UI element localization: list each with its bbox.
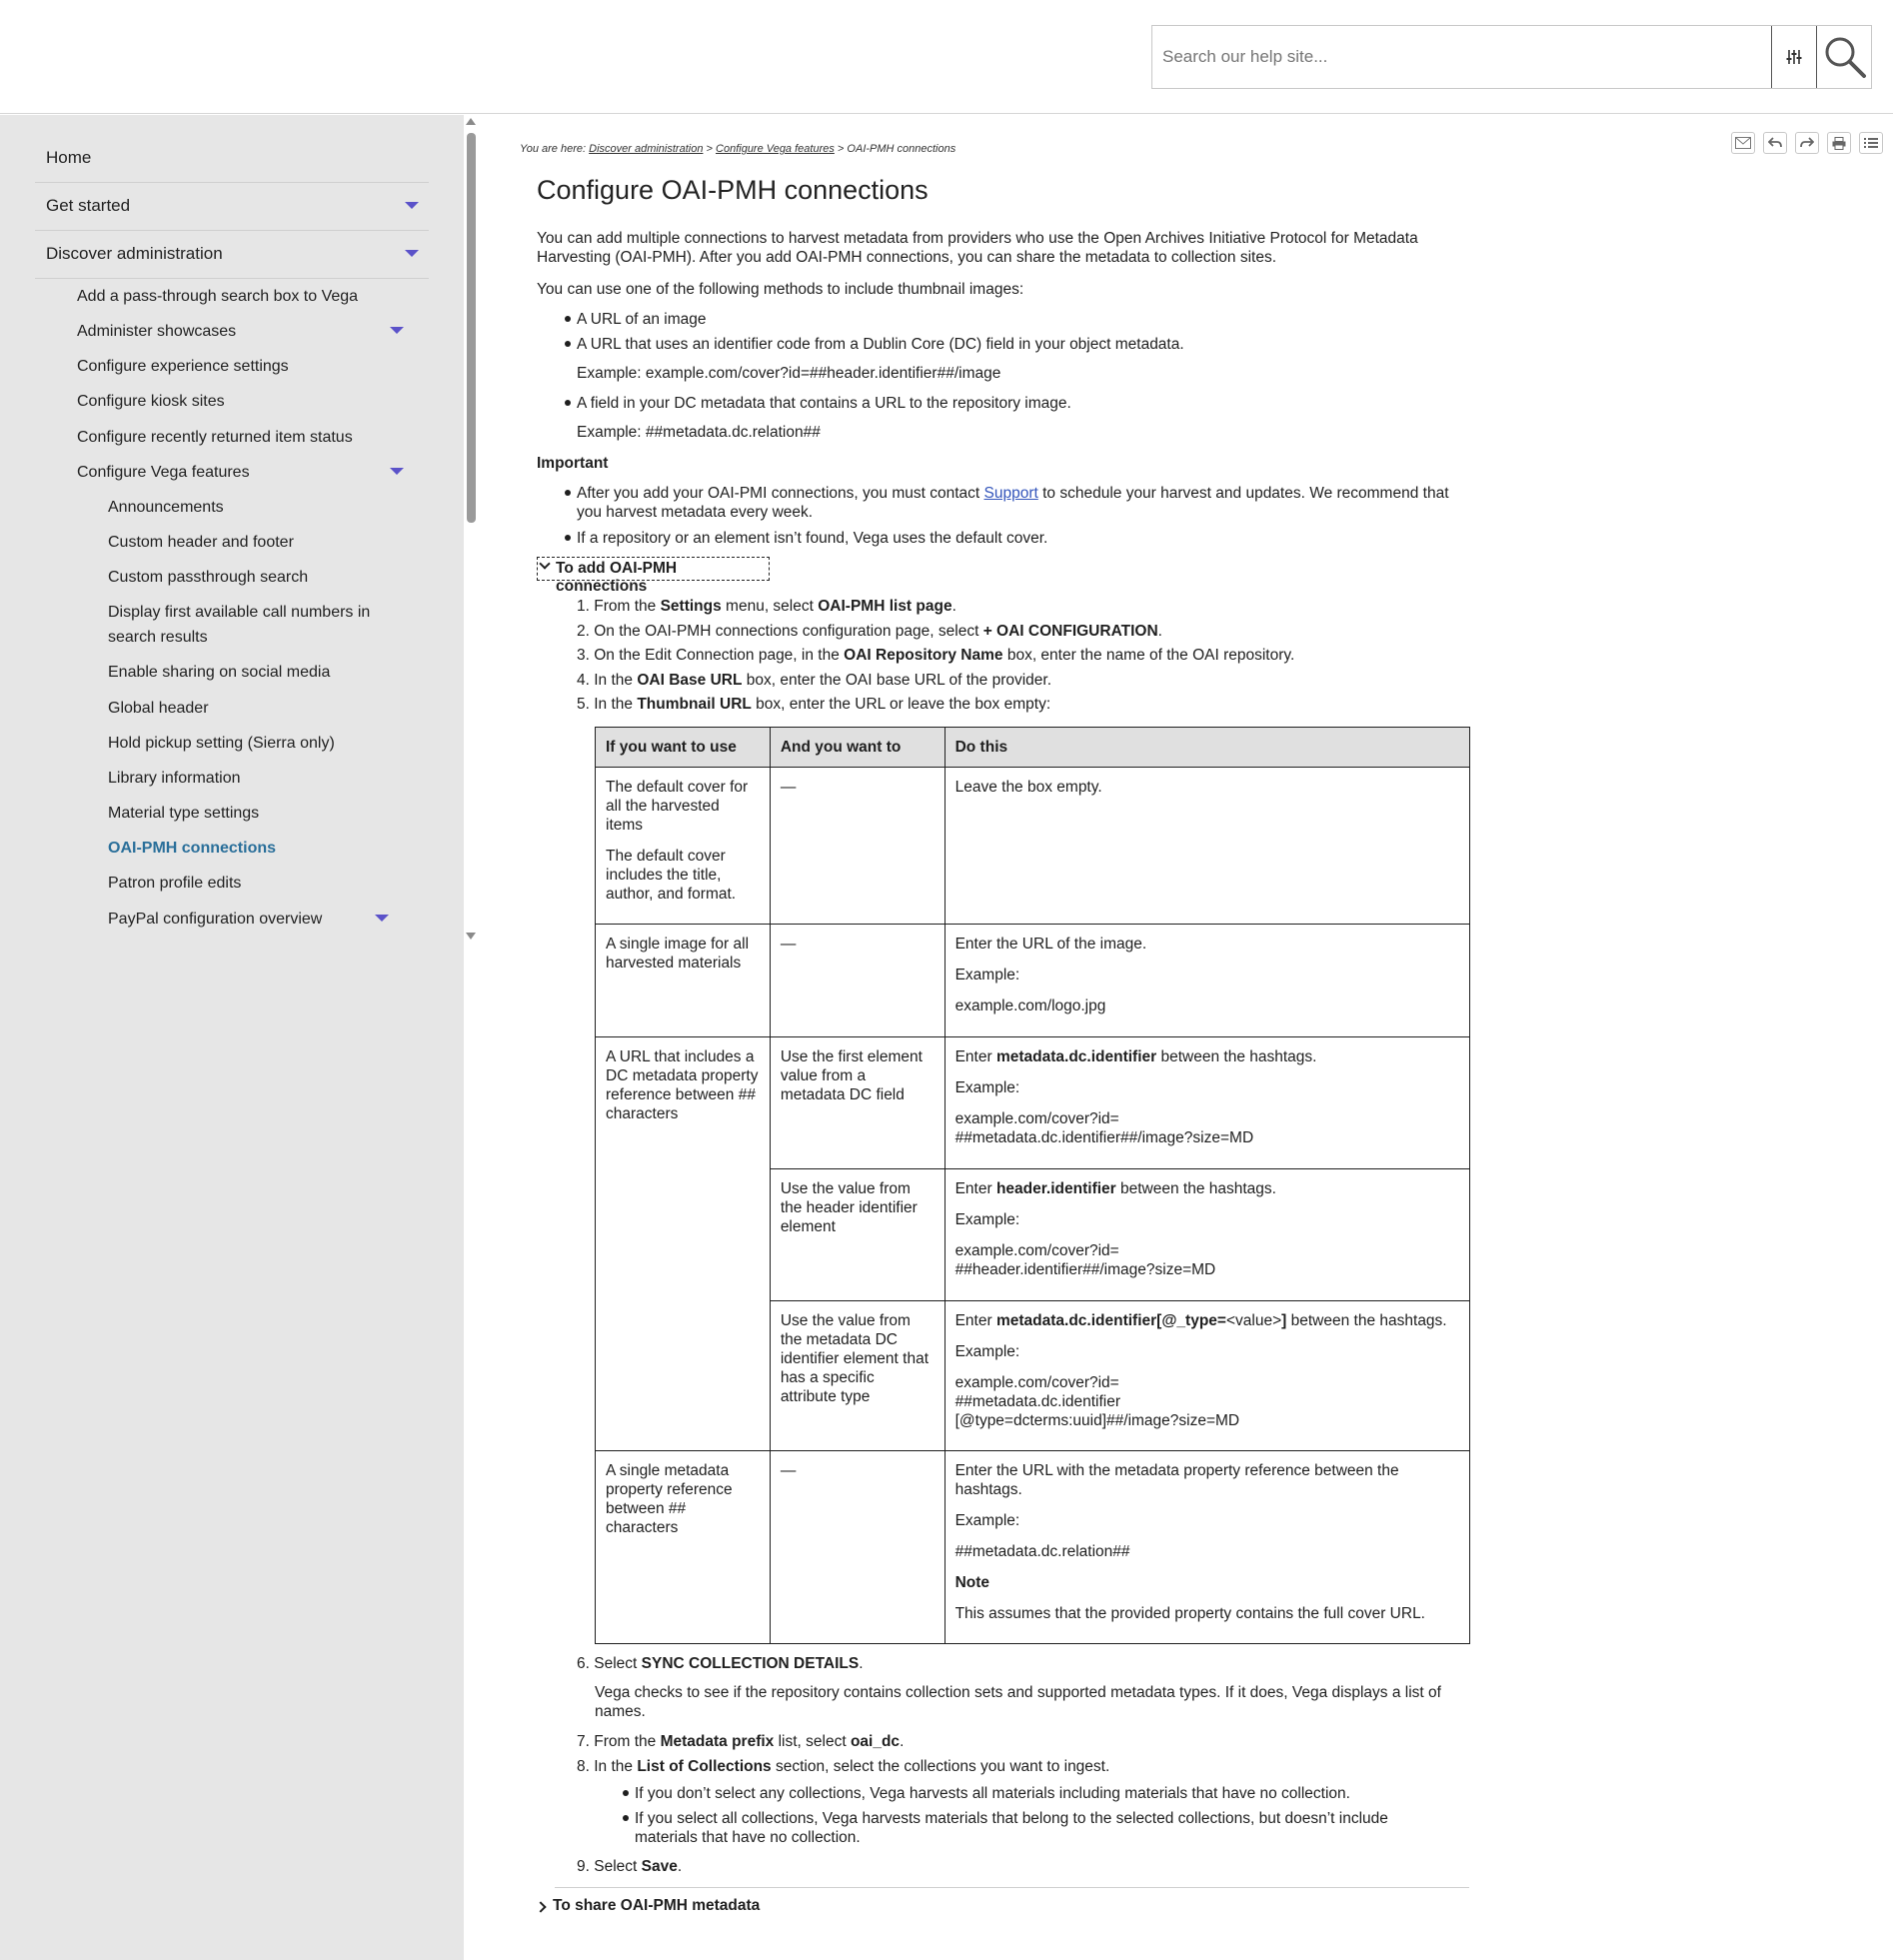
sidebar-item-kiosk-sites[interactable]: Configure kiosk sites xyxy=(77,393,225,410)
table-cell: A single metadata property reference between ## characters xyxy=(596,1451,771,1644)
page-title: Configure OAI-PMH connections xyxy=(537,175,929,205)
toggle-add-oai-pmh[interactable]: To add OAI-PMH connections xyxy=(537,557,770,581)
search-input[interactable] xyxy=(1152,26,1770,88)
sidebar-item-custom-header-footer[interactable]: Custom header and footer xyxy=(108,534,294,551)
print-button[interactable] xyxy=(1827,132,1851,154)
thumbnail-url-table xyxy=(595,727,1470,1644)
sidebar-item-announcements[interactable]: Announcements xyxy=(108,499,224,516)
scroll-down-arrow-icon[interactable] xyxy=(466,933,476,940)
table-cell: Enter header.identifier between the hashtags. Example: example.com/cover?id= ##header.identifier##/image?size=MD xyxy=(945,1169,1469,1301)
table-row xyxy=(596,1451,1470,1644)
breadcrumb-link-configure-vega-features[interactable]: Configure Vega features xyxy=(716,143,835,155)
chevron-down-icon xyxy=(539,558,550,569)
sidebar-item-discover-administration[interactable]: Discover administration xyxy=(35,244,429,279)
search-box xyxy=(1151,25,1872,89)
table-cell: — xyxy=(770,925,945,1037)
bullet xyxy=(565,316,571,322)
sidebar-item-experience-settings[interactable]: Configure experience settings xyxy=(77,358,289,375)
sidebar-item-pass-through-search[interactable]: Add a pass-through search box to Vega xyxy=(77,288,359,305)
table-header: If you want to use xyxy=(596,728,771,768)
divider xyxy=(555,1887,1469,1888)
chevron-right-icon xyxy=(535,1901,546,1912)
table-cell: A URL that includes a DC metadata property reference between ## characters xyxy=(596,1037,771,1451)
bullet xyxy=(565,400,571,406)
scroll-up-arrow-icon[interactable] xyxy=(466,118,476,125)
bullet xyxy=(565,535,571,541)
breadcrumb: You are here: Discover administration > Configure Vega features > OAI-PMH connections xyxy=(520,143,956,155)
sidebar-item-recently-returned[interactable]: Configure recently returned item status xyxy=(77,429,353,446)
table-cell: The default cover for all the harvested items The default cover includes the title, author, and format. xyxy=(596,768,771,925)
table-cell: — xyxy=(770,768,945,925)
sidebar-nav xyxy=(0,115,464,1960)
methods-intro: You can use one of the following methods to include thumbnail images: xyxy=(537,281,1024,298)
expand-triangle-icon[interactable] xyxy=(390,468,404,475)
sidebar-item-material-type[interactable]: Material type settings xyxy=(108,805,260,822)
search-icon xyxy=(1823,35,1867,79)
step-3: 3. On the Edit Connection page, in the OAI Repository Name box, enter the name of the OAI repository. xyxy=(577,647,1295,664)
step-1: 1. From the Settings menu, select OAI-PMH list page. xyxy=(577,598,956,615)
reply-arrow-icon xyxy=(1768,137,1782,149)
method-item: A URL of an image xyxy=(577,311,707,328)
important-item: If a repository or an element isn’t found, Vega uses the default cover. xyxy=(577,530,1048,547)
forward-button[interactable] xyxy=(1795,132,1819,154)
method-item: A URL that uses an identifier code from a Dublin Core (DC) field in your object metadata. xyxy=(577,336,1184,353)
method-example: Example: ##metadata.dc.relation## xyxy=(577,424,821,441)
printer-icon xyxy=(1832,137,1846,150)
table-header: Do this xyxy=(945,728,1469,768)
step-8-subitem: If you select all collections, Vega harvests materials that belong to the selected collections, but doesn’t include materials that have no collection. xyxy=(635,1810,1388,1846)
table-cell: Enter metadata.dc.identifier[@_type=<value>] between the hashtags. Example: example.com/cover?id= ##metadata.dc.identifier [@type=dcterms:uuid]##/image?size=MD xyxy=(945,1301,1469,1451)
sidebar-item-custom-passthrough[interactable]: Custom passthrough search xyxy=(108,569,309,586)
envelope-icon xyxy=(1735,137,1751,149)
expand-triangle-icon[interactable] xyxy=(375,915,389,922)
step-9: 9. Select Save. xyxy=(577,1858,683,1875)
sidebar-item-hold-pickup[interactable]: Hold pickup setting (Sierra only) xyxy=(108,735,335,752)
expand-triangle-icon[interactable] xyxy=(405,250,419,257)
step-8: 8. In the List of Collections section, select the collections you want to ingest. xyxy=(577,1758,1110,1775)
table-cell: Leave the box empty. xyxy=(945,768,1469,925)
sidebar-item-oai-pmh-active[interactable]: OAI-PMH connections xyxy=(108,840,277,857)
search-filter-button[interactable] xyxy=(1771,26,1817,88)
table-row xyxy=(596,1037,1470,1169)
step-5: 5. In the Thumbnail URL box, enter the URL or leave the box empty: xyxy=(577,696,1051,713)
step-4: 4. In the OAI Base URL box, enter the OAI base URL of the provider. xyxy=(577,672,1052,689)
step-7: 7. From the Metadata prefix list, select oai_dc. xyxy=(577,1733,905,1750)
table-cell: Use the value from the metadata DC identifier element that has a specific attribute type xyxy=(770,1301,945,1451)
list-icon xyxy=(1864,137,1878,149)
table-cell: Enter the URL of the image. Example: example.com/logo.jpg xyxy=(945,925,1469,1037)
expand-triangle-icon[interactable] xyxy=(405,202,419,209)
important-heading: Important xyxy=(537,455,609,472)
table-row xyxy=(596,925,1470,1037)
support-link[interactable]: Support xyxy=(983,485,1038,502)
bullet xyxy=(623,1790,629,1796)
table-cell: Enter metadata.dc.identifier between the hashtags. Example: example.com/cover?id= ##metadata.dc.identifier##/image?size=MD xyxy=(945,1037,1469,1169)
toggle-share-oai-pmh[interactable]: To share OAI-PMH metadata xyxy=(537,1897,760,1915)
table-cell: Use the first element value from a metadata DC field xyxy=(770,1037,945,1169)
sidebar-item-patron-profile[interactable]: Patron profile edits xyxy=(108,875,242,892)
sidebar-item-call-numbers[interactable]: Display first available call numbers in search results xyxy=(108,604,371,646)
sidebar-item-social-media[interactable]: Enable sharing on social media xyxy=(108,664,331,681)
expand-triangle-icon[interactable] xyxy=(390,327,404,334)
sidebar-item-get-started[interactable]: Get started xyxy=(35,196,429,231)
intro-paragraph: You can add multiple connections to harvest metadata from providers who use the Open Archives Initiative Protocol for Metadata Harvesting (OAI-PMH). After you add OAI-PMH connections, you can share the metadata to collection sites. xyxy=(537,230,1418,266)
table-cell: Enter the URL with the metadata property reference between the hashtags. Example: ##metadata.dc.relation## Note This assumes that the provided property contains the full cover URL. xyxy=(945,1451,1469,1644)
method-item: A field in your DC metadata that contains a URL to the repository image. xyxy=(577,395,1071,412)
email-button[interactable] xyxy=(1731,132,1755,154)
table-cell: Use the value from the header identifier element xyxy=(770,1169,945,1301)
breadcrumb-link-discover-administration[interactable]: Discover administration xyxy=(589,143,704,155)
breadcrumb-current: OAI-PMH connections xyxy=(847,143,956,155)
step-2: 2. On the OAI-PMH connections configuration page, select + OAI CONFIGURATION. xyxy=(577,623,1162,640)
scrollbar-thumb[interactable] xyxy=(467,133,476,523)
table-header-row xyxy=(596,728,1470,768)
sidebar-item-home[interactable]: Home xyxy=(35,148,429,183)
top-header xyxy=(0,0,1893,114)
bullet xyxy=(565,490,571,496)
bullet xyxy=(565,341,571,347)
sidebar-item-paypal[interactable]: PayPal configuration overview xyxy=(108,911,323,928)
table-row xyxy=(596,768,1470,925)
sidebar-item-administer-showcases[interactable]: Administer showcases xyxy=(77,323,237,340)
bullet xyxy=(623,1815,629,1821)
back-button[interactable] xyxy=(1763,132,1787,154)
sidebar-item-library-information[interactable]: Library information xyxy=(108,770,241,787)
method-example: Example: example.com/cover?id=##header.identifier##/image xyxy=(577,365,1001,382)
table-cell: — xyxy=(770,1451,945,1644)
step-8-subitem: If you don’t select any collections, Vega harvests all materials including materials that have no collection. xyxy=(635,1785,1350,1802)
important-item: After you add your OAI-PMI connections, you must contact Support to schedule your harvest and updates. We recommend that you harvest metadata every week. xyxy=(577,485,1449,521)
forward-arrow-icon xyxy=(1800,137,1814,149)
table-header: And you want to xyxy=(770,728,945,768)
sidebar-item-global-header[interactable]: Global header xyxy=(108,700,209,717)
sidebar-item-configure-vega-features[interactable]: Configure Vega features xyxy=(77,464,250,481)
filter-sliders-icon xyxy=(1785,48,1803,66)
step-6-note: Vega checks to see if the repository contains collection sets and supported metadata types. If it does, Vega displays a list of names. xyxy=(595,1684,1441,1720)
toc-button[interactable] xyxy=(1859,132,1883,154)
search-button[interactable] xyxy=(1818,26,1872,88)
step-6: 6. Select SYNC COLLECTION DETAILS. xyxy=(577,1655,864,1672)
table-cell: A single image for all harvested materials xyxy=(596,925,771,1037)
